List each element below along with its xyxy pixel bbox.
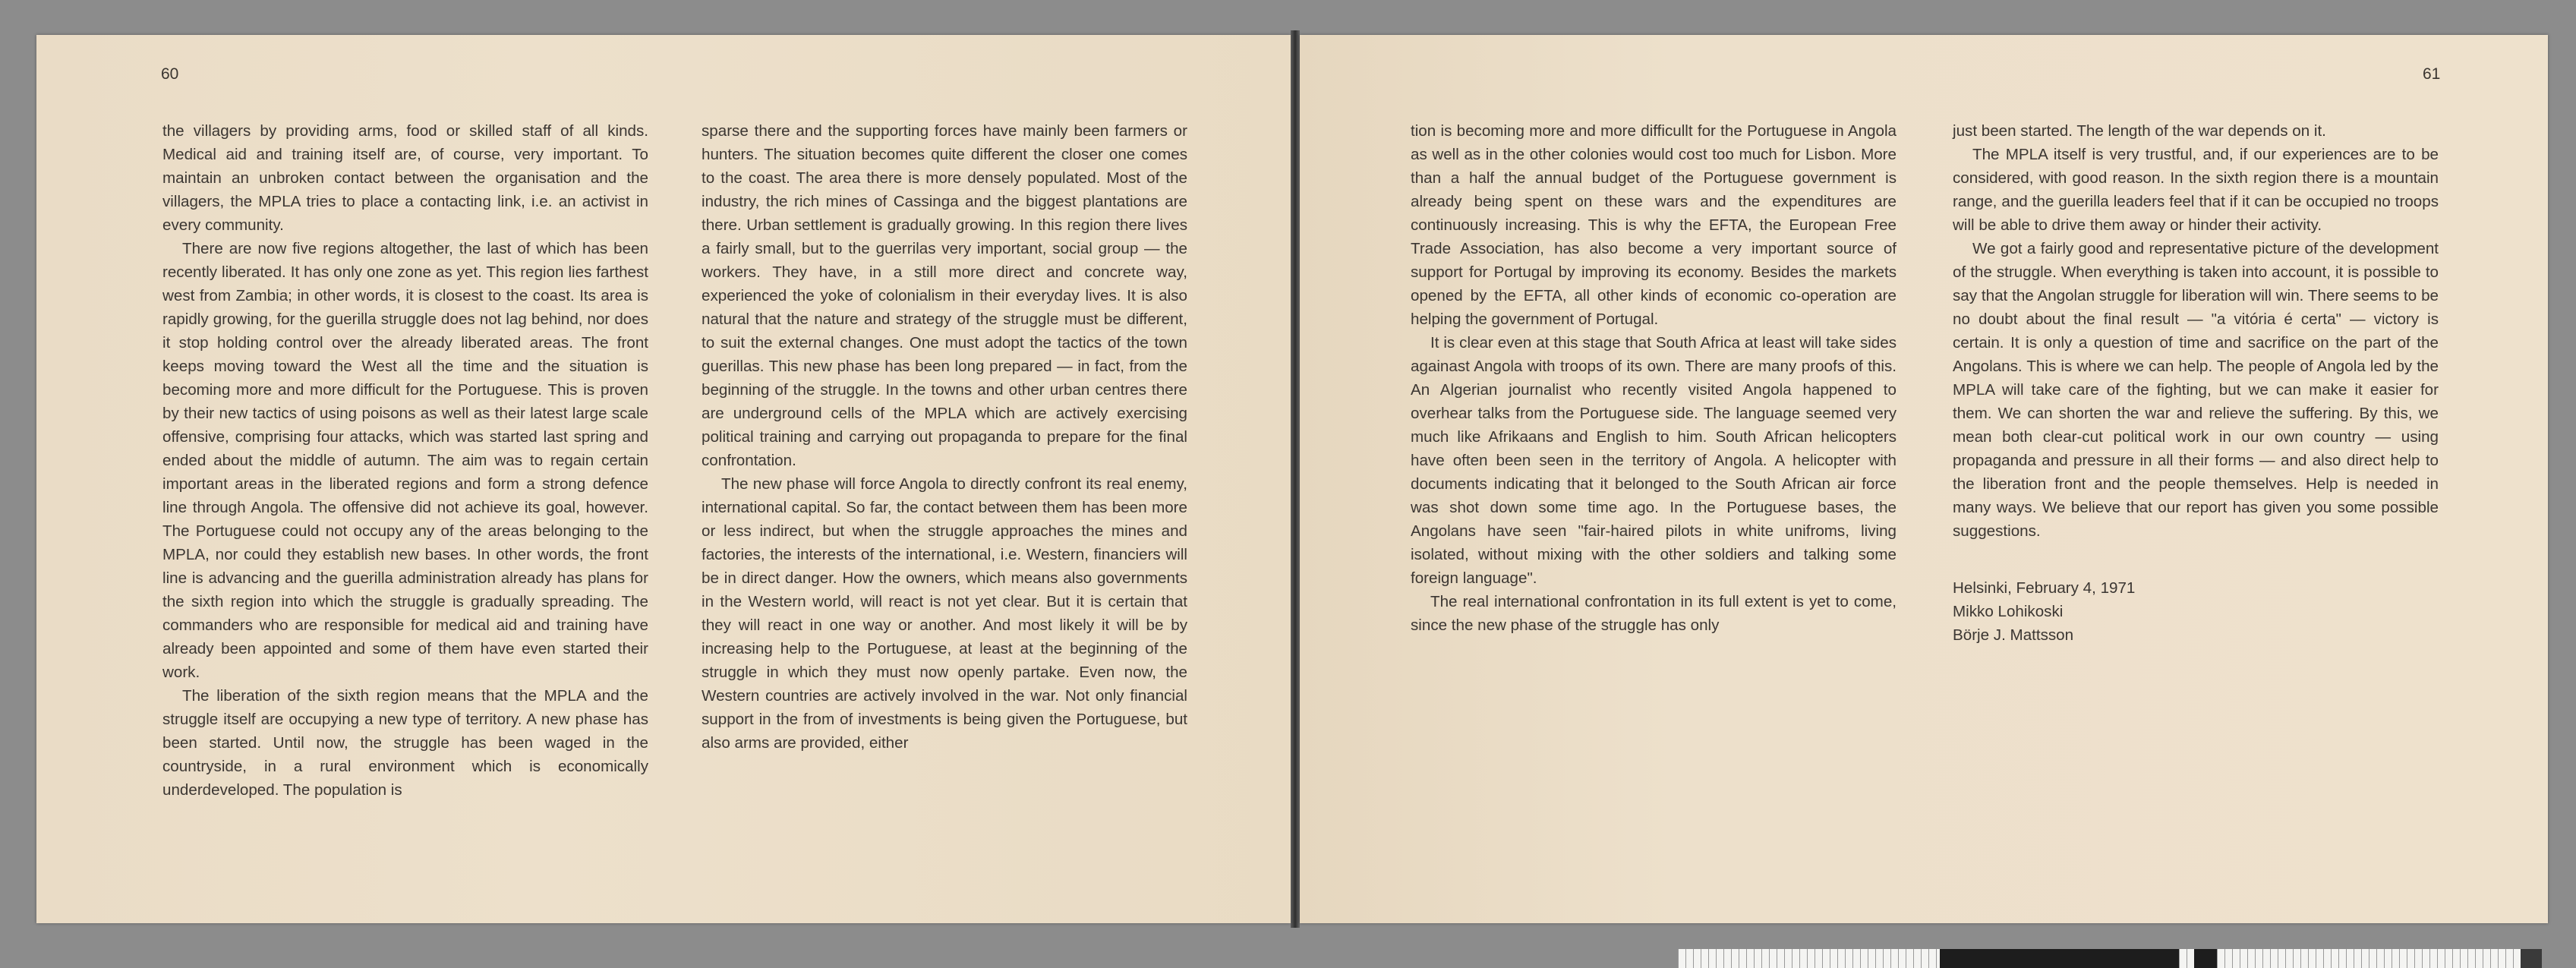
left-page-number: 60 [161, 65, 179, 83]
paragraph: The new phase will force Angola to directly confront its real enemy, international capital. So far, the contact between them has been more or less indirect, but when the struggle approaches the mines and factories, the interests of the international, i.e. Western, financiers will be in direct danger. How the owners, which means also governments in the Western world, will react is not yet clear. But it is certain that they will react in one way or another. And most likely it will be by increasing help to the Portuguese, at least at the beginning of the struggle in which they must now openly partake. Even now, the Western countries are actively involved in the war. Not only financial support in the from of investments is being given the Portuguese, but also arms are provided, either [702, 475, 1187, 752]
signature-place-date: Helsinki, February 4, 1971 [1953, 579, 2136, 597]
paragraph: the villagers by providing arms, food or skilled staff of all kinds. Medical aid and training itself are, of course, very important. To maintain an unbroken contact between the organisation and the villagers, the MPLA tries to place a contacting link, i.e. an activist in every community. [162, 122, 648, 234]
paragraph: The liberation of the sixth region means that the MPLA and the struggle itself are occupying a new type of territory. A new phase has been started. Until now, the struggle has been waged in the countryside, in a rural environment which is economically underdeveloped. The population is [162, 687, 648, 799]
scale-ruler-edge [2521, 949, 2542, 968]
paragraph: tion is becoming more and more difficullt for the Portuguese in Angola as well as in the other colonies would cost too much for Lisbon. More than a half the annual budget of the Portuguese government is already being spent on these wars and the expenditures are continuously increasing. This is why the EFTA, the European Free Trade Association, has also become a very important source of support for Portugal by improving its economy. Besides the markets opened by the EFTA, all other kinds of economic co-operation are helping the government of Portugal. [1411, 122, 1897, 328]
paragraph: sparse there and the supporting forces have mainly been farmers or hunters. The situation becomes quite different the closer one comes to the coast. The area there is more densely populated. Most of the industry, the rich mines of Cassinga and the biggest plantations are there. Urban settlement is gradually growing. In this region there lives a fairly small, but to the guerrilas very important, social group — the workers. They have, in a still more direct and concrete way, experienced the yoke of colonialism in their everyday lives. It is also natural that the nature and strategy of the struggle must be different, to suit the external changes. One must adopt the tactics of the town guerillas. This new phase has been long prepared — in fact, from the beginning of the struggle. In the towns and other urban centres there are underground cells of the MPLA which are actively exercising political training and carrying out propaganda to prepare for the final confrontation. [702, 122, 1187, 469]
right-page-number: 61 [2423, 65, 2441, 83]
paragraph: It is clear even at this stage that South Africa at least will take sides againast Angola with troops of its own. There are many proofs of this. An Algerian journalist who recently visited Angola happened to overhear talks from the Portuguese side. The language seemed very much like Afrikaans and English to him. South African helicopters have often been seen in the territory of Angola. A helicopter with documents indicating that it belonged to the South African air force was shot down some time ago. In the Portuguese bases, the Angolans have seen "fair-haired pilots in white unifroms, living isolated, without mixing with the other soldiers and talking some foreign language". [1411, 334, 1897, 587]
scale-ruler-dark-segment [1940, 949, 2179, 968]
right-page-column-1 [1411, 119, 1897, 637]
right-page-column-2 [1953, 119, 2439, 647]
left-page-column-2 [702, 119, 1187, 755]
left-page-column-1 [162, 119, 648, 802]
signature-author: Börje J. Mattsson [1953, 626, 2074, 644]
paragraph: just been started. The length of the war depends on it. [1953, 122, 2326, 140]
signature-author: Mikko Lohikoski [1953, 603, 2064, 620]
paragraph: There are now five regions altogether, the last of which has been recently liberated. It has only one zone as yet. This region lies farthest west from Zambia; in other words, it is closest to the coast. Its area is rapidly growing, for the guerilla struggle does not lag behind, nor does it stop holding control over the already liberated areas. The front keeps moving toward the West all the time and the situation is becoming more and more difficult for the Portuguese. This is proven by their new tactics of using poisons as well as their latest large scale offensive, comprising four attacks, which was started last spring and ended about the middle of autumn. The aim was to regain certain important areas in the liberated regions and form a strong defence line through Angola. The offensive did not achieve its goal, however. The Portuguese could not occupy any of the areas belonging to the MPLA, nor could they establish new bases. In other words, the front line is advancing and the guerilla administration already has plans for the sixth region into which the struggle is gradually spreading. The commanders who are responsible for medical aid and training have already been appointed and some of them have even started their work. [162, 240, 648, 681]
paragraph: We got a fairly good and representative picture of the development of the struggle. When everything is taken into account, it is possible to say that the Angolan struggle for liberation will win. There seems to be no doubt about the final result — "a vitória é certa" — victory is certain. It is only a question of time and sacrifice on the part of the Angolans. This is where we can help. The people of Angola led by the MPLA will take care of the fighting, but we can make it easier for them. We can shorten the war and relieve the suffering. By this, we mean both clear-cut political work in our own country — using propaganda and pressure in all their forms — and also direct help to the liberation front and the people themselves. Help is needed in many ways. We believe that our report has given you some possible suggestions. [1953, 240, 2439, 540]
paragraph: The real international confrontation in its full extent is yet to come, since the new phase of the struggle has only [1411, 593, 1897, 634]
scale-ruler-dark-segment [2194, 949, 2217, 968]
paragraph: The MPLA itself is very trustful, and, if our experiences are to be considered, with good reason. In the sixth region there is a mountain range, and the guerilla leaders feel that if it can be occupied no troops will be able to drive them away or hinder their activity. [1953, 146, 2439, 234]
book-gutter [1291, 30, 1300, 928]
signature-block [1953, 576, 2439, 647]
